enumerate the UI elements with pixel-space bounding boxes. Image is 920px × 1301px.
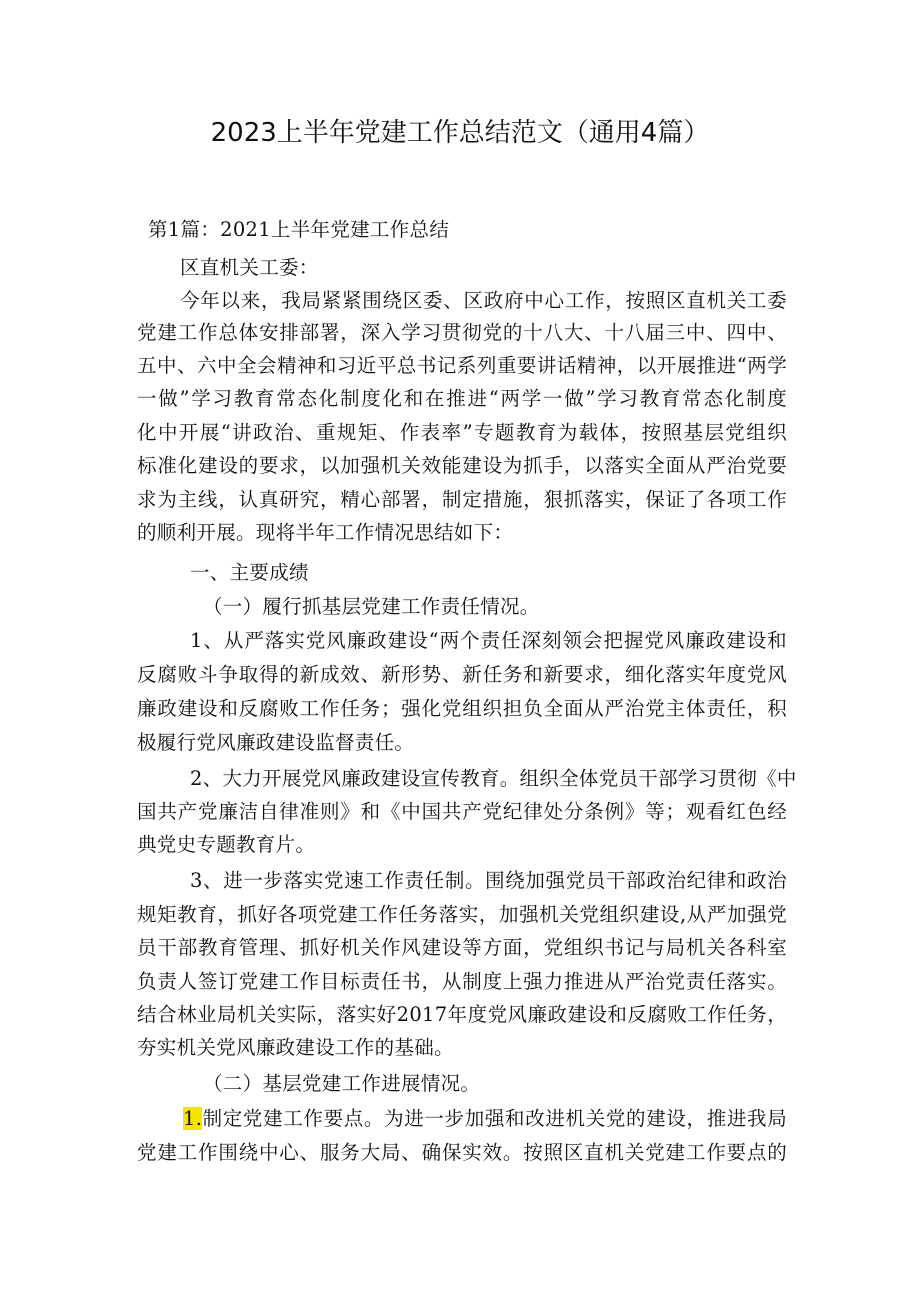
section-heading-1: 一、主要成绩 [190,561,309,584]
salutation: 区直机关工委： [180,256,319,279]
item1-line-4: 极履行党风廉政建设监督责任。 [137,731,415,754]
item1-line-2: 反腐败斗争取得的新成效、新形势、新任务和新要求，细化落实年度党风 [137,663,787,686]
item1-line-1: 1、从严落实党风廉政建设“两个责任深刻领会把握党风廉政建设和 [190,629,787,652]
article-heading: 第1篇：2021上半年党建工作总结 [148,218,450,241]
item2-line-3: 典党史专题教育片。 [137,833,316,856]
item2-line-2: 国共产党廉洁自律准则》和《中国共产党纪律处分条例》等；观看红色经 [137,800,787,823]
item3-line-5: 结合林业局机关实际，落实好2017年度党风廉政建设和反腐败工作任务， [137,1003,787,1026]
intro-line-6: 标准化建设的要求，以加强机关效能建设为抓手，以落实全面从严治党要 [137,454,787,477]
intro-line-4: 一做”学习教育常态化制度化和在推进“两学一做”学习教育常态化制度 [137,387,787,410]
intro-line-8: 的顺利开展。现将半年工作情况思结如下： [137,521,514,544]
item3-line-4: 负责人签订党建工作目标责任书，从制度上强力推进从严治党责任落实。 [137,970,787,993]
item4-line-2: 党建工作围绕中心、服务大局、确保实效。按照区直机关党建工作要点的 [137,1141,787,1164]
item3-line-2: 规矩教育，抓好各项党建工作任务落实，加强机关党组织建设,从严加强党 [137,903,787,926]
subsection-heading-2: （二）基层党建工作进展情况。 [203,1072,481,1095]
item3-line-6: 夯实机关党风廉政建设工作的基础。 [137,1036,454,1059]
item4-line-1-text: 制定党建工作要点。为进一步加强和改进机关党的建设，推进我局 [202,1107,787,1130]
document-title: 2023上半年党建工作总结范文（通用4篇） [210,118,710,148]
item3-line-3: 员干部教育管理、抓好机关作风建设等方面，党组织书记与局机关各科室 [137,936,787,959]
item4-line-1 [183,1104,787,1134]
item3-line-1: 3、进一步落实党速工作责任制。围绕加强党员干部政治纪律和政治 [190,869,787,892]
intro-line-5: 化中开展“讲政治、重规矩、作表率”专题教育为载体，按照基层党组织 [137,421,787,444]
intro-line-3: 五中、六中全会精神和习近平总书记系列重要讲话精神，以开展推进“两学 [137,354,787,377]
subsection-heading-1: （一）履行抓基层党建工作责任情况。 [203,595,540,618]
intro-line-1: 今年以来，我局紧紧围绕区委、区政府中心工作，按照区直机关工委 [180,289,787,312]
highlighted-number: 1. [183,1107,203,1130]
item1-line-3: 廉政建设和反腐败工作任务；强化党组织担负全面从严治党主体责任，积 [137,697,787,720]
intro-line-2: 党建工作总体安排部署，深入学习贯彻党的十八大、十八届三中、四中、 [137,321,787,344]
item2-line-1: 2、大力开展党风廉政建设宣传教育。组织全体党员干部学习贯彻《中 [190,767,797,790]
intro-line-7: 求为主线，认真研究，精心部署，制定措施，狠抓落实，保证了各项工作 [137,488,787,511]
